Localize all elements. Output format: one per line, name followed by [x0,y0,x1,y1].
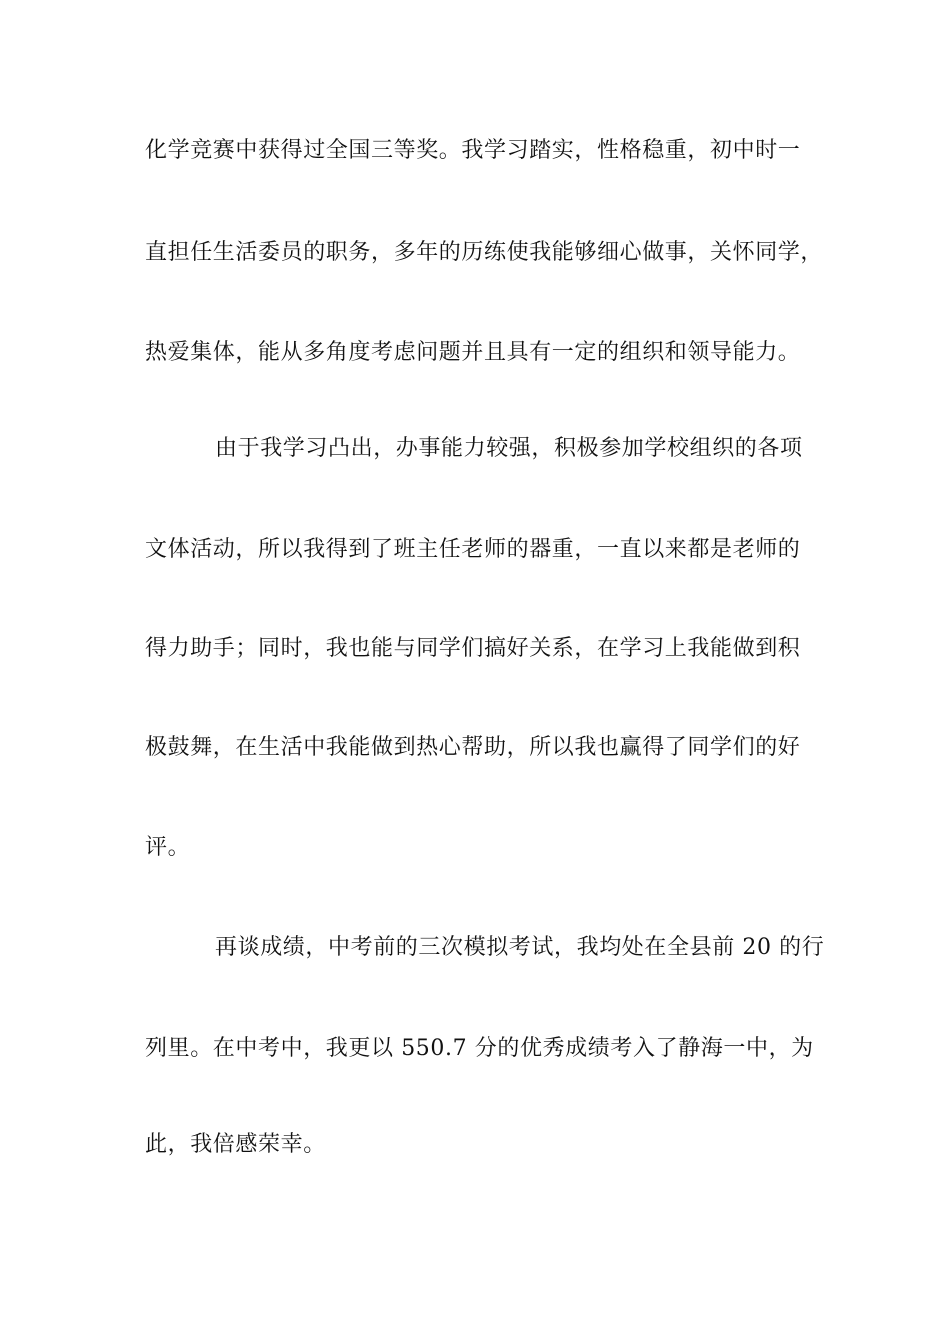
text-line: 热爱集体，能从多角度考虑问题并且具有一定的组织和领导能力。 [145,340,801,365]
paragraph-first-line: 由于我学习凸出，办事能力较强，积极参加学校组织的各项 [215,436,803,461]
text-line: 评。 [145,835,191,860]
text-line: 此，我倍感荣幸。 [145,1132,326,1157]
text-line: 化学竞赛中获得过全国三等奖。我学习踏实，性格稳重，初中时一 [145,138,801,163]
text-line: 得力助手；同时，我也能与同学们搞好关系，在学习上我能做到积 [145,636,801,661]
text-line: 文体活动，所以我得到了班主任老师的器重，一直以来都是老师的 [145,537,801,562]
text-line: 极鼓舞，在生活中我能做到热心帮助，所以我也赢得了同学们的好 [145,735,801,760]
text-line: 列里。在中考中，我更以 550.7 分的优秀成绩考入了静海一中，为 [145,1036,814,1061]
paragraph-first-line: 再谈成绩，中考前的三次模拟考试，我均处在全县前 20 的行 [215,935,825,960]
text-line: 直担任生活委员的职务，多年的历练使我能够细心做事，关怀同学， [145,240,824,265]
